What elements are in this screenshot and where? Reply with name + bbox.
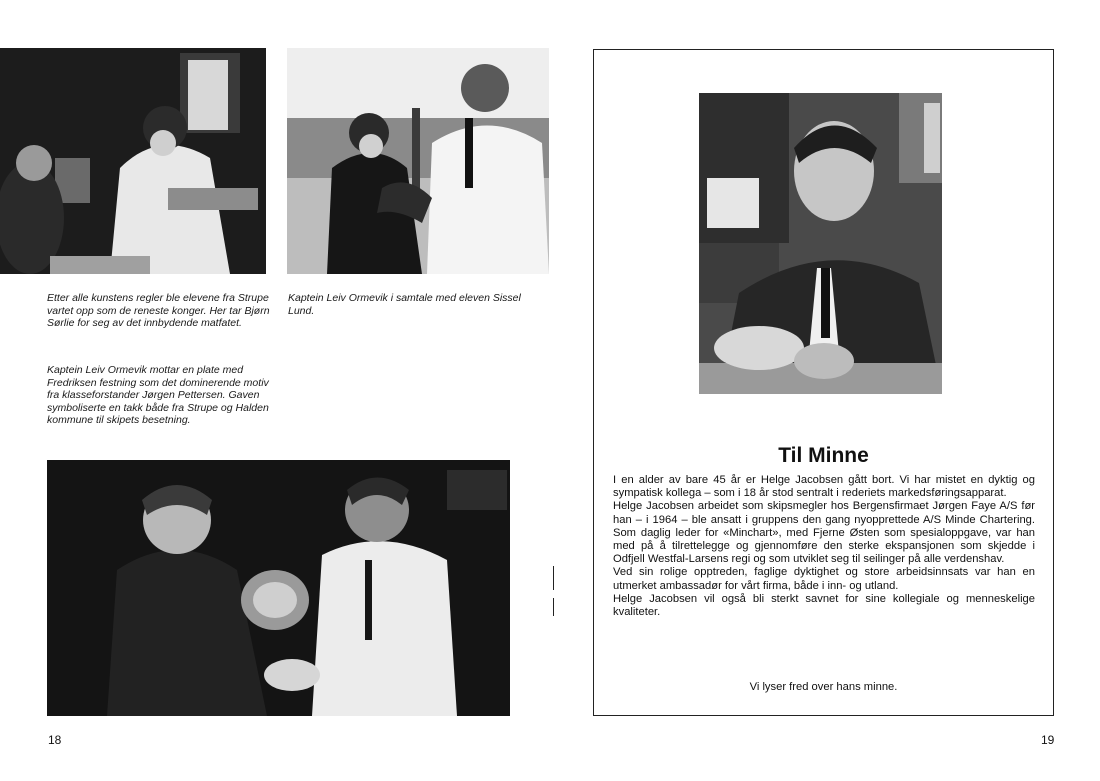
memorial-closing: Vi lyser fred over hans minne. <box>749 681 898 693</box>
paragraph: Helge Jacobsen arbeidet som skipsmegler hos Bergensfirmaet Jørgen Faye A/S før han – i 1964 – ble ansatt i gruppens den gang nyopprettede A/S Minde Chartering. Som daglig leder for «Minchart», med Fjerne Østen som spesialoppgave, var han med på å tilrettelegge og gjennomføre den sterke ekspansjonen som skjedde i Odfjell Westfal-Larsens regi og som utviklet seg til seilinger på alle verdenshav. <box>613 500 1035 566</box>
memorial-text <box>613 474 1035 619</box>
paragraph: Ved sin rolige opptreden, faglige dyktighet og store arbeidsinnsats var han en utmerket ambassadør for vårt firma, både i inn- og utland. <box>613 566 1035 592</box>
photo-plate-gift <box>47 460 510 716</box>
caption-plate-gift: Kaptein Leiv Ormevik mottar en plate med Fredriksen festning som det dominerende motiv fra klasseforstander Jørgen Pettersen. Gaven symboliserte en takk både fra Strupe og Halden kommune til skipets besetning. <box>47 364 269 426</box>
paragraph: Helge Jacobsen vil også bli sterkt savnet for sine kollegiale og menneskelige kvaliteter. <box>613 592 1035 619</box>
caption-captain-student: Kaptein Leiv Ormevik i samtale med eleven Sissel Lund. <box>288 292 521 317</box>
binding-mark <box>553 598 554 616</box>
paragraph: I en alder av bare 45 år er Helge Jacobsen gått bort. Vi har mistet en dyktig og sympatisk kollega – som i 18 år stod sentralt i rederiets markedsføringsapparat. <box>613 474 1035 500</box>
caption-dining-students: Etter alle kunstens regler ble elevene fra Strupe vartet opp som de reneste konger. Her tar Bjørn Sørlie for seg av det innbydende matfatet. <box>47 292 270 329</box>
memorial-frame <box>593 49 1054 716</box>
memorial-title: Til Minne <box>778 444 869 467</box>
photo-dining-students <box>0 48 266 274</box>
page-number-left: 18 <box>48 733 62 747</box>
page-number-right: 19 <box>1041 733 1055 747</box>
portrait-photo <box>699 93 942 394</box>
photo-captain-student <box>287 48 549 274</box>
binding-mark <box>553 566 554 590</box>
